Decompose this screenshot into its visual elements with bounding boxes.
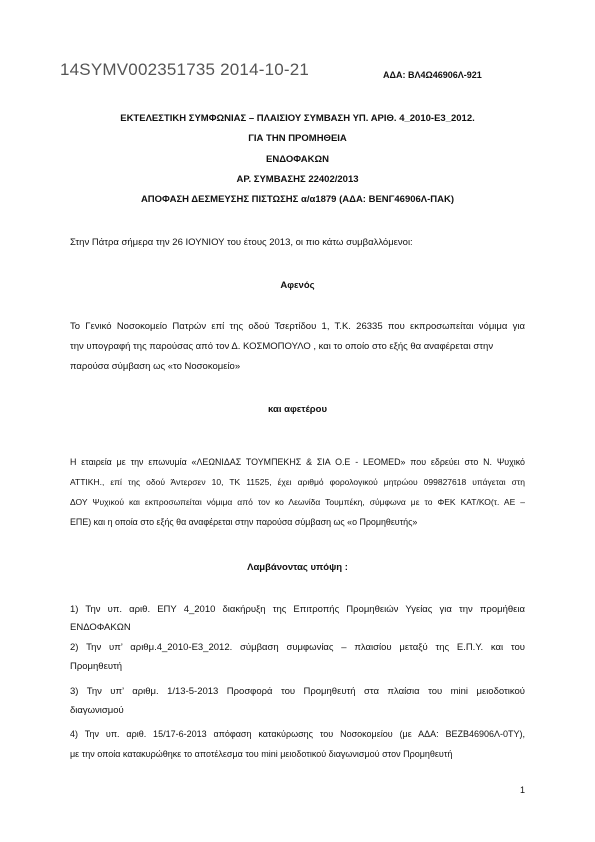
label-considering: Λαμβάνοντας υπόψη :: [247, 562, 348, 573]
considering-item-2: 2) Την υπ’ αριθμ.4_2010-Ε3_2012. σύμβαση συμφωνίας – πλαισίου μεταξύ της Ε.Π.Υ. και του: [70, 642, 525, 653]
supplier-paragraph-line-4: ΕΠΕ) και η οποία στο εξής θα αναφέρεται στην παρούσα σύμβαση ως «ο Προμηθευτής»: [70, 517, 418, 527]
hospital-paragraph-line-1: Το Γενικό Νοσοκομείο Πατρών επί της οδού Τσερτίδου 1, Τ.Κ. 26335 που εκπροσωπείται νόμιμα για: [70, 321, 525, 332]
considering-item-4: 4) Την υπ. αριθ. 15/17-6-2013 απόφαση κατακύρωσης του Νοσοκομείου (με ΑΔΑ: ΒΕΖΒ46906Λ-0ΤΥ),: [70, 729, 525, 739]
heading-line-3: ΕΝΔΟΦΑΚΩΝ: [266, 154, 329, 165]
page-number: 1: [519, 785, 525, 795]
intro-paragraph: Στην Πάτρα σήμερα την 26 ΙΟΥΝΙΟΥ του έτους 2013, οι πιο κάτω συμβαλλόμενοι:: [70, 237, 413, 248]
heading-line-2: ΓΙΑ ΤΗΝ ΠΡΟΜΗΘΕΙΑ: [248, 133, 347, 144]
ada-code: ΑΔΑ: ΒΛ4Ω46906Λ-921: [383, 70, 482, 80]
considering-item-1-cont: ΕΝΔΟΦΑΚΩΝ: [70, 622, 131, 633]
supplier-paragraph-line-3: ΔΟΥ Ψυχικού και εκπροσωπείται νόμιμα από τον κο Λεωνίδα Τουμπέκη, σύμφωνα με το ΦΕΚ ΚΑΤ/ΚΟ(τ. ΑΕ –: [70, 497, 525, 507]
considering-item-4-cont: με την οποία κατακυρώθηκε το αποτέλεσμα του mini μειοδοτικού διαγωνισμού στον Προμηθευτή: [70, 749, 453, 759]
label-second-party: και αφετέρου: [268, 404, 327, 415]
hospital-paragraph-line-2: την υπογραφή της παρούσας από τον Δ. ΚΟΣΜΟΠΟΥΛΟ , και το οποίο στο εξής θα αναφέρεται στην: [70, 341, 494, 352]
considering-item-3-cont: διαγωνισμού: [70, 705, 124, 716]
heading-line-1: ΕΚΤΕΛΕΣΤΙΚΗ ΣΥΜΦΩΝΙΑΣ – ΠΛΑΙΣΙΟΥ ΣΥΜΒΑΣΗ ΥΠ. ΑΡΙΘ. 4_2010-Ε3_2012.: [120, 113, 475, 124]
document-stamp: 14SYMV002351735 2014-10-21: [60, 60, 310, 79]
hospital-paragraph-line-3: παρούσα σύμβαση ως «το Νοσοκομείο»: [70, 361, 241, 372]
considering-item-3: 3) Την υπ’ αριθμ. 1/13-5-2013 Προσφορά του Προμηθευτή στα πλαίσια του mini μειοδοτικού: [70, 686, 525, 697]
heading-line-5: ΑΠΟΦΑΣΗ ΔΕΣΜΕΥΣΗΣ ΠΙΣΤΩΣΗΣ α/α1879 (ΑΔΑ: ΒΕΝΓ46906Λ-ΠΑΚ): [140, 194, 455, 205]
considering-item-2-cont: Προμηθευτή: [70, 661, 123, 672]
heading-line-4: ΑΡ. ΣΥΜΒΑΣΗΣ 22402/2013: [236, 174, 359, 185]
considering-item-1: 1) Την υπ. αριθ. ΕΠΥ 4_2010 διακήρυξη της Επιτροπής Προμηθειών Υγείας για την προμήθεια: [70, 604, 525, 615]
supplier-paragraph-line-1: Η εταιρεία με την επωνυμία «ΛΕΩΝΙΔΑΣ ΤΟΥΜΠΕΚΗΣ & ΣΙΑ Ο.Ε - LEOMED» που εδρεύει στο Ν. Ψυχικό: [70, 457, 525, 467]
supplier-paragraph-line-2: ΑΤΤΙΚΗ., επί της οδού Άντερσεν 10, ΤΚ 11525, έχει αριθμό φορολογικού μητρώου 099827618 υπάγεται στη: [70, 477, 525, 487]
label-first-party: Αφενός: [280, 280, 315, 291]
